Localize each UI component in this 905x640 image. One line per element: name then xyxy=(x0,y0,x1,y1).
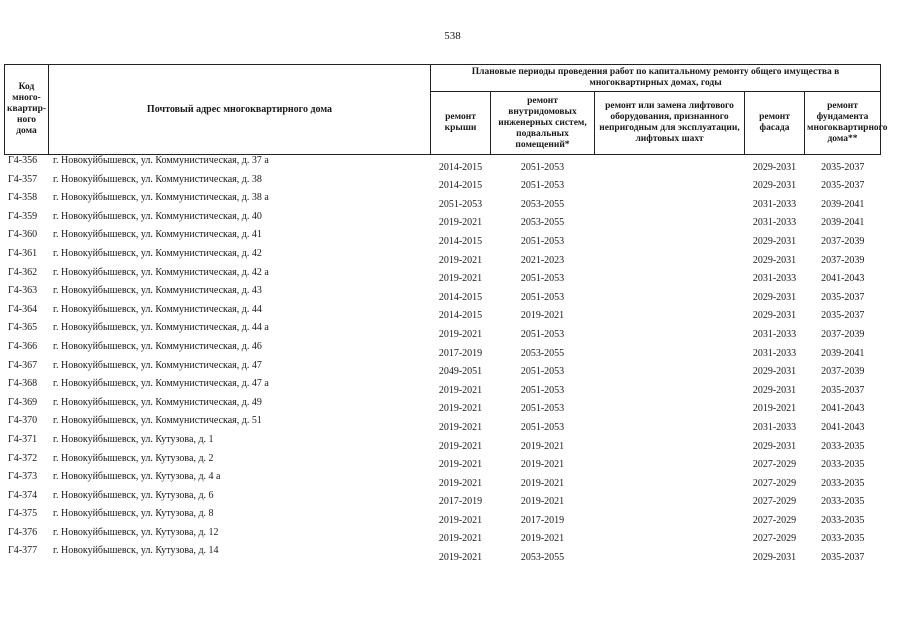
cell-systems: 2019-2021 xyxy=(520,533,565,545)
cell-facade: 2031-2033 xyxy=(752,421,797,433)
header-code: Код много-квартир-ного дома xyxy=(5,65,49,155)
cell-systems: 2051-2053 xyxy=(520,291,565,303)
cell-address: г. Новокуйбышевск, ул. Кутузова, д. 4 а xyxy=(53,471,221,483)
cell-elevator xyxy=(595,211,745,230)
table-row xyxy=(5,415,881,434)
cell-facade: 2029-2031 xyxy=(752,310,797,322)
cell-roof: 2017-2019 xyxy=(438,347,483,359)
table-row xyxy=(5,155,881,174)
cell-code: Г4-363 xyxy=(8,285,38,297)
cell-code: Г4-371 xyxy=(8,433,38,445)
cell-foundation: 2033-2035 xyxy=(821,514,865,526)
cell-elevator xyxy=(595,434,745,453)
cell-roof: 2019-2021 xyxy=(438,477,483,489)
header-group-periods: Плановые периоды проведения работ по капитальному ремонту общего имущества в многоквартирных домах, годы xyxy=(431,65,881,92)
table-body xyxy=(5,155,881,565)
cell-elevator xyxy=(595,471,745,490)
cell-elevator xyxy=(595,285,745,304)
cell-roof: 2014-2015 xyxy=(438,180,483,192)
cell-foundation: 2035-2037 xyxy=(821,384,865,396)
cell-code: Г4-356 xyxy=(8,155,38,166)
header-address: Почтовый адрес многоквартирного дома xyxy=(49,65,431,155)
cell-foundation: 2037-2039 xyxy=(821,254,865,266)
cell-roof: 2019-2021 xyxy=(438,217,483,229)
cell-facade: 2027-2029 xyxy=(752,533,797,545)
cell-foundation: 2041-2043 xyxy=(821,403,865,415)
table-row xyxy=(5,304,881,323)
table-row xyxy=(5,508,881,527)
cell-elevator xyxy=(595,155,745,174)
cell-roof: 2019-2021 xyxy=(438,533,483,545)
cell-systems: 2019-2021 xyxy=(520,440,565,452)
cell-roof: 2019-2021 xyxy=(438,440,483,452)
table-row xyxy=(5,192,881,211)
cell-elevator xyxy=(595,360,745,379)
cell-systems: 2019-2021 xyxy=(520,459,565,471)
cell-roof: 2019-2021 xyxy=(438,273,483,285)
cell-elevator xyxy=(595,397,745,416)
cell-roof: 2019-2021 xyxy=(438,403,483,415)
cell-foundation: 2039-2041 xyxy=(821,217,865,229)
cell-systems: 2053-2055 xyxy=(520,198,565,210)
cell-roof: 2049-2051 xyxy=(438,366,483,378)
cell-elevator xyxy=(595,415,745,434)
cell-code: Г4-374 xyxy=(8,489,38,501)
cell-address: г. Новокуйбышевск, ул. Коммунистическая, д. 43 xyxy=(53,285,262,297)
header-elevator: ремонт или замена лифтового оборудования, признанного непригодным для эксплуатации, лифтовых шахт xyxy=(595,92,745,155)
cell-facade: 2029-2031 xyxy=(752,235,797,247)
table-row xyxy=(5,341,881,360)
cell-code: Г4-372 xyxy=(8,452,38,464)
cell-code: Г4-367 xyxy=(8,359,38,371)
cell-systems: 2051-2053 xyxy=(520,273,565,285)
cell-address: г. Новокуйбышевск, ул. Коммунистическая, д. 47 xyxy=(53,359,262,371)
cell-address: г. Новокуйбышевск, ул. Коммунистическая, д. 38 а xyxy=(53,192,269,204)
cell-elevator xyxy=(595,527,745,546)
cell-systems: 2051-2053 xyxy=(520,161,565,173)
cell-facade: 2029-2031 xyxy=(752,180,797,192)
cell-code: Г4-368 xyxy=(8,378,38,390)
cell-elevator xyxy=(595,229,745,248)
cell-foundation: 2039-2041 xyxy=(821,198,865,210)
table-row xyxy=(5,360,881,379)
cell-systems: 2019-2021 xyxy=(520,477,565,489)
table-row xyxy=(5,527,881,546)
cell-systems: 2017-2019 xyxy=(520,514,565,526)
cell-roof: 2014-2015 xyxy=(438,310,483,322)
cell-address: г. Новокуйбышевск, ул. Коммунистическая, д. 40 xyxy=(53,210,262,222)
cell-elevator xyxy=(595,304,745,323)
cell-code: Г4-373 xyxy=(8,471,38,483)
cell-roof: 2051-2053 xyxy=(438,198,483,210)
cell-elevator xyxy=(595,267,745,286)
cell-facade: 2027-2029 xyxy=(752,477,797,489)
cell-roof: 2019-2021 xyxy=(438,384,483,396)
cell-facade: 2031-2033 xyxy=(752,273,797,285)
cell-code: Г4-365 xyxy=(8,322,38,334)
cell-address: г. Новокуйбышевск, ул. Коммунистическая, д. 47 а xyxy=(53,378,269,390)
header-systems: ремонт внутридомовых инженерных систем, подвальных помещений* xyxy=(491,92,595,155)
cell-address: г. Новокуйбышевск, ул. Коммунистическая, д. 46 xyxy=(53,340,262,352)
cell-roof: 2014-2015 xyxy=(438,161,483,173)
cell-foundation: 2033-2035 xyxy=(821,477,865,489)
cell-facade: 2027-2029 xyxy=(752,459,797,471)
cell-roof: 2019-2021 xyxy=(438,552,483,564)
cell-elevator xyxy=(595,322,745,341)
cell-address: г. Новокуйбышевск, ул. Кутузова, д. 14 xyxy=(53,545,219,557)
cell-address: г. Новокуйбышевск, ул. Коммунистическая, д. 49 xyxy=(53,396,262,408)
cell-code: Г4-377 xyxy=(8,545,38,557)
cell-code: Г4-361 xyxy=(8,247,38,259)
cell-elevator xyxy=(595,545,745,564)
cell-foundation: 2035-2037 xyxy=(821,180,865,192)
cell-systems: 2053-2055 xyxy=(520,217,565,229)
table-row xyxy=(5,285,881,304)
table-row xyxy=(5,490,881,509)
table-row xyxy=(5,453,881,472)
table-row xyxy=(5,174,881,193)
cell-address: г. Новокуйбышевск, ул. Коммунистическая, д. 42 xyxy=(53,247,262,259)
table-row xyxy=(5,229,881,248)
cell-address: г. Новокуйбышевск, ул. Кутузова, д. 2 xyxy=(53,452,214,464)
cell-address: г. Новокуйбышевск, ул. Коммунистическая, д. 41 xyxy=(53,229,262,241)
cell-address: г. Новокуйбышевск, ул. Коммунистическая, д. 38 xyxy=(53,173,262,185)
cell-code: Г4-370 xyxy=(8,415,38,427)
table-row xyxy=(5,397,881,416)
cell-foundation: 2039-2041 xyxy=(821,347,865,359)
repair-schedule-table xyxy=(4,64,888,564)
cell-elevator xyxy=(595,192,745,211)
cell-systems: 2051-2053 xyxy=(520,366,565,378)
cell-systems: 2051-2053 xyxy=(520,180,565,192)
cell-code: Г4-364 xyxy=(8,303,38,315)
cell-systems: 2051-2053 xyxy=(520,328,565,340)
cell-foundation: 2035-2037 xyxy=(821,291,865,303)
cell-code: Г4-358 xyxy=(8,192,38,204)
cell-roof: 2014-2015 xyxy=(438,291,483,303)
cell-elevator xyxy=(595,453,745,472)
cell-facade: 2031-2033 xyxy=(752,347,797,359)
cell-facade: 2029-2031 xyxy=(752,440,797,452)
cell-foundation: 2035-2037 xyxy=(821,161,865,173)
cell-facade: 2029-2031 xyxy=(752,552,797,564)
cell-elevator xyxy=(595,508,745,527)
cell-address: г. Новокуйбышевск, ул. Кутузова, д. 6 xyxy=(53,489,214,501)
cell-elevator xyxy=(595,378,745,397)
cell-address: г. Новокуйбышевск, ул. Коммунистическая, д. 42 а xyxy=(53,266,269,278)
cell-foundation: 2041-2043 xyxy=(821,421,865,433)
cell-facade: 2031-2033 xyxy=(752,217,797,229)
cell-elevator xyxy=(595,248,745,267)
cell-roof: 2019-2021 xyxy=(438,421,483,433)
table-row xyxy=(5,471,881,490)
cell-foundation: 2041-2043 xyxy=(821,273,865,285)
cell-roof: 2019-2021 xyxy=(438,514,483,526)
header-roof: ремонт крыши xyxy=(431,92,491,155)
table-row xyxy=(5,378,881,397)
cell-elevator xyxy=(595,341,745,360)
cell-systems: 2019-2021 xyxy=(520,310,565,322)
page-number: 538 xyxy=(444,30,461,42)
cell-roof: 2019-2021 xyxy=(438,328,483,340)
cell-systems: 2019-2021 xyxy=(520,496,565,508)
cell-foundation: 2037-2039 xyxy=(821,235,865,247)
cell-code: Г4-357 xyxy=(8,173,38,185)
cell-facade: 2031-2033 xyxy=(752,328,797,340)
cell-code: Г4-376 xyxy=(8,526,38,538)
cell-foundation: 2037-2039 xyxy=(821,328,865,340)
cell-systems: 2053-2055 xyxy=(520,347,565,359)
table-row xyxy=(5,211,881,230)
cell-systems: 2021-2023 xyxy=(520,254,565,266)
cell-systems: 2051-2053 xyxy=(520,235,565,247)
cell-facade: 2019-2021 xyxy=(752,403,797,415)
cell-roof: 2017-2019 xyxy=(438,496,483,508)
cell-foundation: 2033-2035 xyxy=(821,533,865,545)
cell-facade: 2029-2031 xyxy=(752,254,797,266)
cell-address: г. Новокуйбышевск, ул. Кутузова, д. 8 xyxy=(53,508,214,520)
cell-foundation: 2033-2035 xyxy=(821,459,865,471)
cell-address: г. Новокуйбышевск, ул. Кутузова, д. 1 xyxy=(53,433,214,445)
cell-facade: 2029-2031 xyxy=(752,384,797,396)
cell-facade: 2029-2031 xyxy=(752,291,797,303)
cell-facade: 2029-2031 xyxy=(752,161,797,173)
table-row xyxy=(5,545,881,564)
cell-address: г. Новокуйбышевск, ул. Коммунистическая, д. 51 xyxy=(53,415,262,427)
cell-systems: 2051-2053 xyxy=(520,384,565,396)
cell-code: Г4-362 xyxy=(8,266,38,278)
cell-roof: 2019-2021 xyxy=(438,459,483,471)
cell-roof: 2019-2021 xyxy=(438,254,483,266)
cell-facade: 2027-2029 xyxy=(752,496,797,508)
cell-systems: 2051-2053 xyxy=(520,421,565,433)
table-row xyxy=(5,434,881,453)
cell-address: г. Новокуйбышевск, ул. Коммунистическая, д. 44 xyxy=(53,303,262,315)
cell-facade: 2029-2031 xyxy=(752,366,797,378)
cell-address: г. Новокуйбышевск, ул. Коммунистическая, д. 44 а xyxy=(53,322,269,334)
cell-elevator xyxy=(595,490,745,509)
cell-facade: 2027-2029 xyxy=(752,514,797,526)
table-row xyxy=(5,248,881,267)
cell-code: Г4-360 xyxy=(8,229,38,241)
cell-address: г. Новокуйбышевск, ул. Кутузова, д. 12 xyxy=(53,526,219,538)
cell-roof: 2014-2015 xyxy=(438,235,483,247)
cell-foundation: 2037-2039 xyxy=(821,366,865,378)
cell-foundation: 2035-2037 xyxy=(821,310,865,322)
cell-foundation: 2033-2035 xyxy=(821,440,865,452)
cell-address: г. Новокуйбышевск, ул. Коммунистическая, д. 37 а xyxy=(53,155,269,166)
cell-systems: 2051-2053 xyxy=(520,403,565,415)
cell-elevator xyxy=(595,174,745,193)
cell-code: Г4-375 xyxy=(8,508,38,520)
cell-foundation: 2035-2037 xyxy=(821,552,865,564)
cell-code: Г4-366 xyxy=(8,340,38,352)
cell-code: Г4-369 xyxy=(8,396,38,408)
table-row xyxy=(5,267,881,286)
header-facade: ремонт фасада xyxy=(745,92,805,155)
cell-code: Г4-359 xyxy=(8,210,38,222)
header-foundation: ремонт фундамента многоквартирного дома** xyxy=(805,92,881,155)
table-row xyxy=(5,322,881,341)
cell-systems: 2053-2055 xyxy=(520,552,565,564)
cell-facade: 2031-2033 xyxy=(752,198,797,210)
cell-foundation: 2033-2035 xyxy=(821,496,865,508)
